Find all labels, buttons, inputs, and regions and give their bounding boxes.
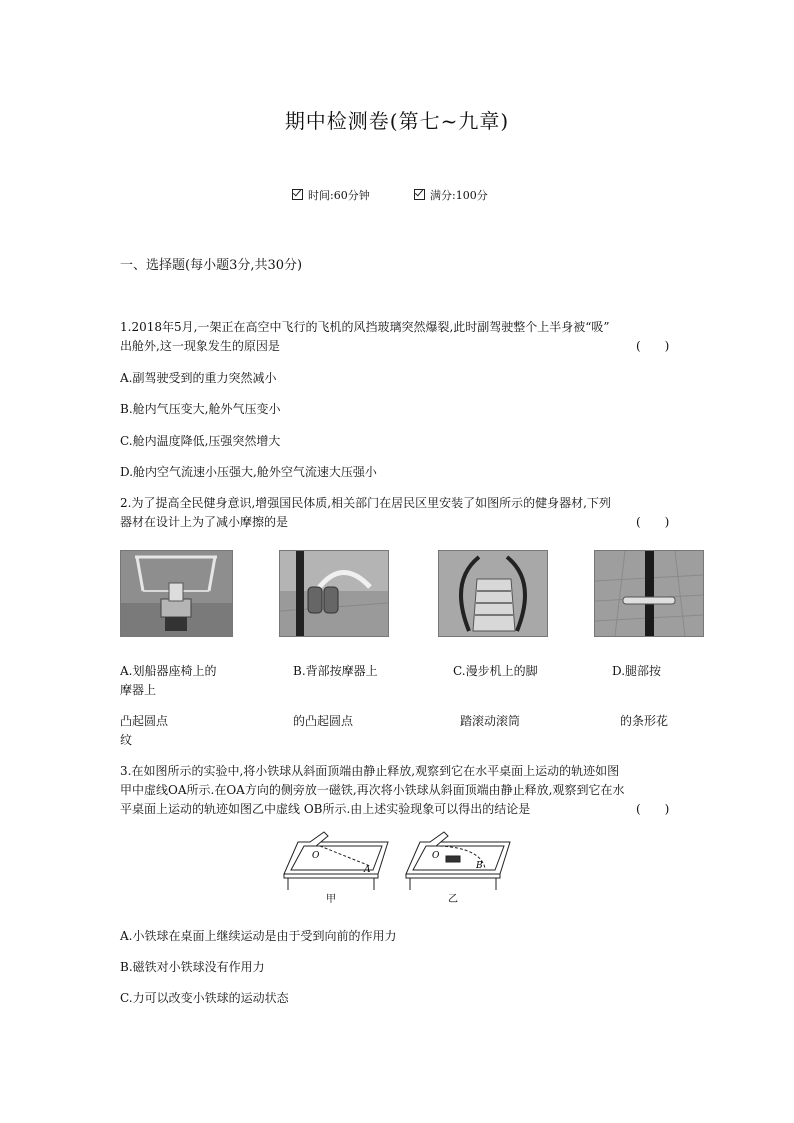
q2-answer-bracket: ( )	[636, 515, 670, 529]
checkbox-icon	[292, 189, 303, 200]
label-o-left: O	[312, 851, 320, 861]
section-heading: 一、选择题(每小题3分,共30分)	[120, 258, 303, 273]
table-right	[406, 832, 510, 890]
label-a: A	[364, 865, 371, 875]
q3-option-b: B.磁铁对小铁球没有作用力	[120, 960, 265, 974]
q1-stem-line1: 1.2018年5月,一架正在高空中飞行的飞机的风挡玻璃突然爆裂,此时副驾驶整个上半身被“吸”	[120, 320, 610, 334]
time-label: 时间:60分钟	[308, 189, 370, 202]
caption-b-line3: 的凸起圆点	[293, 714, 354, 728]
q2-stem-line1: 2.为了提高全民健身意识,增强国民体质,相关部门在居民区里安装了如图所示的健身器材,下列	[120, 496, 611, 510]
checkbox-icon	[414, 189, 425, 200]
q1-stem-line2: 出舱外,这一现象发生的原因是	[120, 339, 280, 353]
page-title: 期中检测卷(第七~九章)	[284, 109, 510, 133]
caption-b-line1: B.背部按摩器上	[293, 664, 378, 678]
caption-c-line1: C.漫步机上的脚	[453, 664, 538, 678]
rowing-machine-photo	[120, 550, 233, 637]
caption-a-line1: A.划船器座椅上的	[120, 664, 217, 678]
walking-machine-photo	[438, 550, 548, 637]
q1-option-a: A.副驾驶受到的重力突然减小	[120, 371, 277, 385]
back-massager-photo	[279, 550, 389, 637]
q1-option-b: B.舱内气压变大,舱外气压变小	[120, 402, 281, 416]
q1-option-d: D.舱内空气流速小压强大,舱外空气流速大压强小	[120, 465, 377, 479]
label-o-right: O	[432, 851, 440, 861]
q3-stem-line2: 甲中虚线OA所示.在OA方向的侧旁放一磁铁,再次将小铁球从斜面顶端由静止释放,观察到它在水	[120, 783, 625, 797]
q2-stem-line2: 器材在设计上为了减小摩擦的是	[120, 515, 289, 529]
q3-option-a: A.小铁球在桌面上继续运动是由于受到向前的作用力	[120, 929, 397, 943]
q3-experiment-figure	[280, 828, 520, 908]
q1-option-c: C.舱内温度降低,压强突然增大	[120, 434, 281, 448]
score-info	[414, 187, 488, 203]
q3-stem-line1: 3.在如图所示的实验中,将小铁球从斜面顶端由静止释放,观察到它在水平桌面上运动的轨迹如图	[120, 764, 620, 778]
caption-a-line4: 纹	[120, 733, 133, 747]
label-yi: 乙	[448, 894, 458, 905]
caption-a-line3: 凸起圆点	[120, 714, 169, 728]
label-jia: 甲	[326, 894, 336, 905]
caption-c-line3: 踏滚动滚筒	[460, 714, 521, 728]
time-info	[292, 187, 370, 203]
q1-answer-bracket: ( )	[636, 339, 670, 353]
table-left	[284, 832, 388, 890]
caption-d-line1: D.腿部按	[612, 664, 662, 678]
q3-option-c: C.力可以改变小铁球的运动状态	[120, 991, 289, 1005]
q3-answer-bracket: ( )	[636, 802, 670, 816]
caption-d-line3: 的条形花	[620, 714, 669, 728]
label-b: B	[476, 861, 483, 871]
leg-massager-photo	[594, 550, 704, 637]
caption-a-line2: 摩器上	[120, 683, 157, 697]
q3-stem-line3: 平桌面上运动的轨迹如图乙中虚线 OB所示.由上述实验现象可以得出的结论是	[120, 802, 531, 816]
score-label: 满分:100分	[430, 189, 488, 202]
